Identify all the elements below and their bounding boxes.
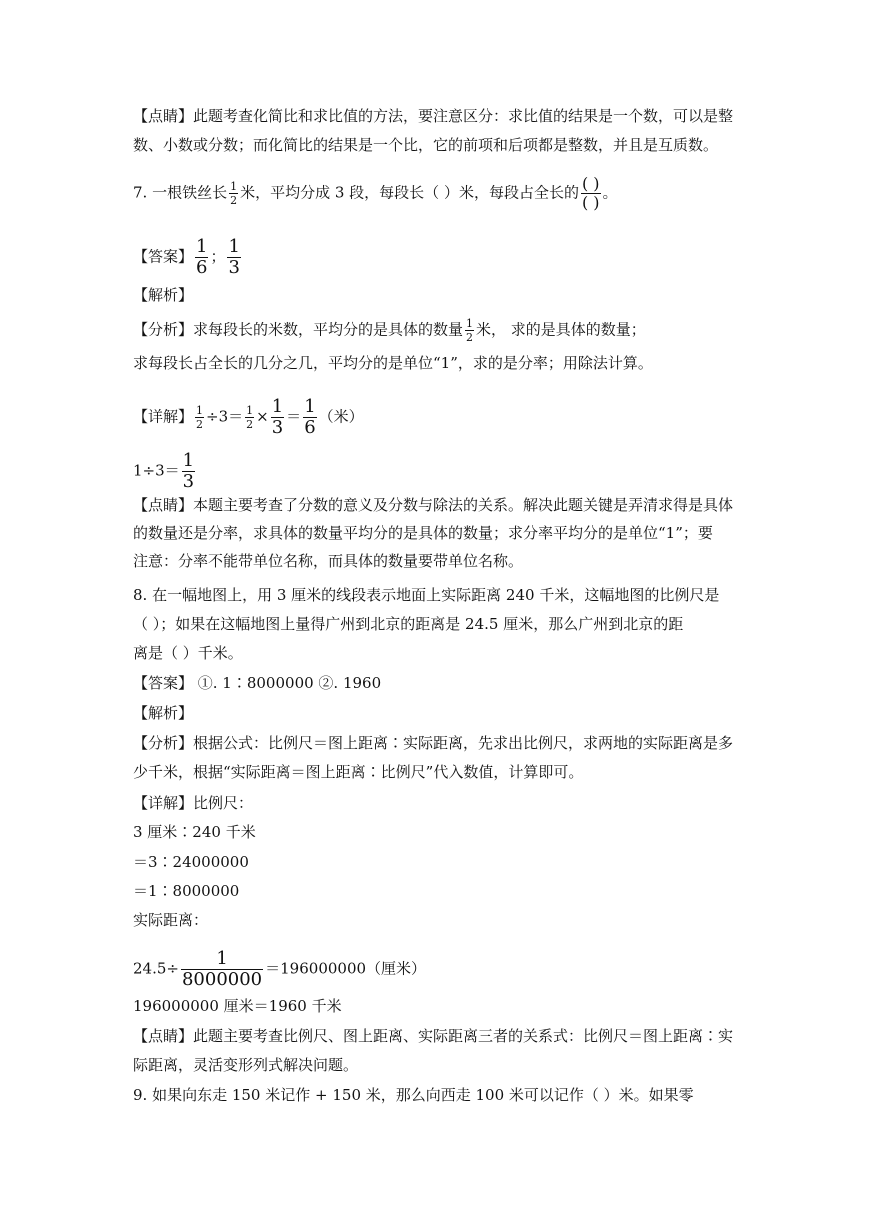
q7-detail-calc-1: 【详解】 $\frac{1}{2}$ ÷3＝ $\frac{1}{2}$ × $\frac{1}{3}$ ＝ $\frac{1}{6}$ （米）: [133, 396, 364, 438]
question-9-line1: 9. 如果向东走 150 米记作 + 150 米，那么向西走 100 米可以记作（ ）米。如果零: [133, 1086, 694, 1104]
q7-fenxi-2: 求每段长占全长的几分之几，平均分的是单位“1”，求的是分率；用除法计算。: [133, 354, 653, 372]
q8-detail-2: 3 厘米∶240 千米: [133, 823, 256, 841]
q8-detail-6: 196000000 厘米＝1960 千米: [133, 997, 342, 1015]
q7-detail-calc-2: 1÷3＝ $\frac{1}{3}$: [133, 450, 195, 492]
q7-tip-3: 注意：分率不能带单位名称，而具体的数量要带单位名称。: [133, 552, 524, 570]
q8-fenxi-2: 少千米，根据“实际距离＝图上距离∶比例尺”代入数值，计算即可。: [133, 763, 584, 781]
answer-label: 【答案】: [133, 247, 194, 266]
answer-fraction-1: $\frac{1}{6}$: [196, 236, 208, 278]
question-7: 7. 一根铁丝长 $\frac{1}{2}$ 米，平均分成 3 段，每段长（ ）米，每段占全长的 $\frac{( )}{( )}$ 。: [133, 174, 618, 212]
q8-fenxi-1: 【分析】根据公式：比例尺＝图上距离∶实际距离，先求出比例尺，求两地的实际距离是多: [133, 734, 734, 752]
fraction-third: $\frac{1}{3}$: [182, 450, 195, 492]
fraction-half: $\frac{1}{2}$: [466, 317, 474, 344]
fraction-half: $\frac{1}{2}$: [196, 404, 204, 431]
tip-q6-line2: 数、小数或分数；而化简比的结果是一个比，它的前项和后项都是整数，并且是互质数。: [133, 136, 719, 154]
question-8-line1: 8. 在一幅地图上，用 3 厘米的线段表示地面上实际距离 240 千米，这幅地图的比例尺是: [133, 586, 720, 604]
answer-fraction-2: $\frac{1}{3}$: [228, 236, 240, 278]
fraction-half: $\frac{1}{2}$: [230, 180, 238, 207]
q8-analysis-label: 【解析】: [133, 704, 194, 722]
fraction-half: $\frac{1}{2}$: [246, 404, 254, 431]
q8-calc: 24.5÷ $\frac{1}{8000000}$ ＝196000000（厘米）: [133, 948, 427, 990]
q8-detail-4: ＝1∶8000000: [133, 882, 240, 900]
q7-fenxi-1: 【分析】求每段长的米数，平均分的是具体的数量 $\frac{1}{2}$ 米， 求的是具体的数量；: [133, 317, 646, 344]
question-8-line2: （ ）；如果在这幅地图上量得广州到北京的距离是 24.5 厘米，那么广州到北京的距: [133, 615, 684, 633]
fraction-scale: $\frac{1}{8000000}$: [181, 948, 263, 990]
q8-detail-3: ＝3∶24000000: [133, 853, 249, 871]
q8-detail-1: 【详解】比例尺：: [133, 794, 254, 812]
q7-tip-1: 【点睛】本题主要考查了分数的意义及分数与除法的关系。解决此题关键是弄清求得是具体: [133, 496, 734, 514]
q8-detail-5: 实际距离：: [133, 911, 209, 929]
q7-mid: 米，平均分成 3 段，每段长（ ）米，每段占全长的: [240, 183, 579, 202]
tip-q6-line1: 【点睛】此题考查化简比和求比值的方法，要注意区分：求比值的结果是一个数，可以是整: [133, 107, 734, 125]
q7-prefix: 7. 一根铁丝长: [133, 183, 228, 202]
fraction-third: $\frac{1}{3}$: [271, 396, 284, 438]
q7-tip-2: 的数量还是分率，求具体的数量平均分的是具体的数量；求分率平均分的是单位“1”；要: [133, 524, 713, 542]
q8-answer: 【答案】 ①. 1∶8000000 ②. 1960: [133, 674, 382, 692]
fraction-sixth: $\frac{1}{6}$: [304, 396, 316, 438]
question-8-line3: 离是（ ）千米。: [133, 644, 243, 662]
q8-tip-1: 【点睛】此题主要考查比例尺、图上距离、实际距离三者的关系式：比例尺＝图上距离∶实: [133, 1027, 734, 1045]
q7-answer: 【答案】 $\frac{1}{6}$ ； $\frac{1}{3}$: [133, 236, 240, 278]
q8-tip-2: 际距离，灵活变形列式解决问题。: [133, 1056, 359, 1074]
answer-blank-fraction[interactable]: $\frac{( )}{( )}$: [581, 174, 600, 212]
q7-analysis-label: 【解析】: [133, 286, 194, 304]
